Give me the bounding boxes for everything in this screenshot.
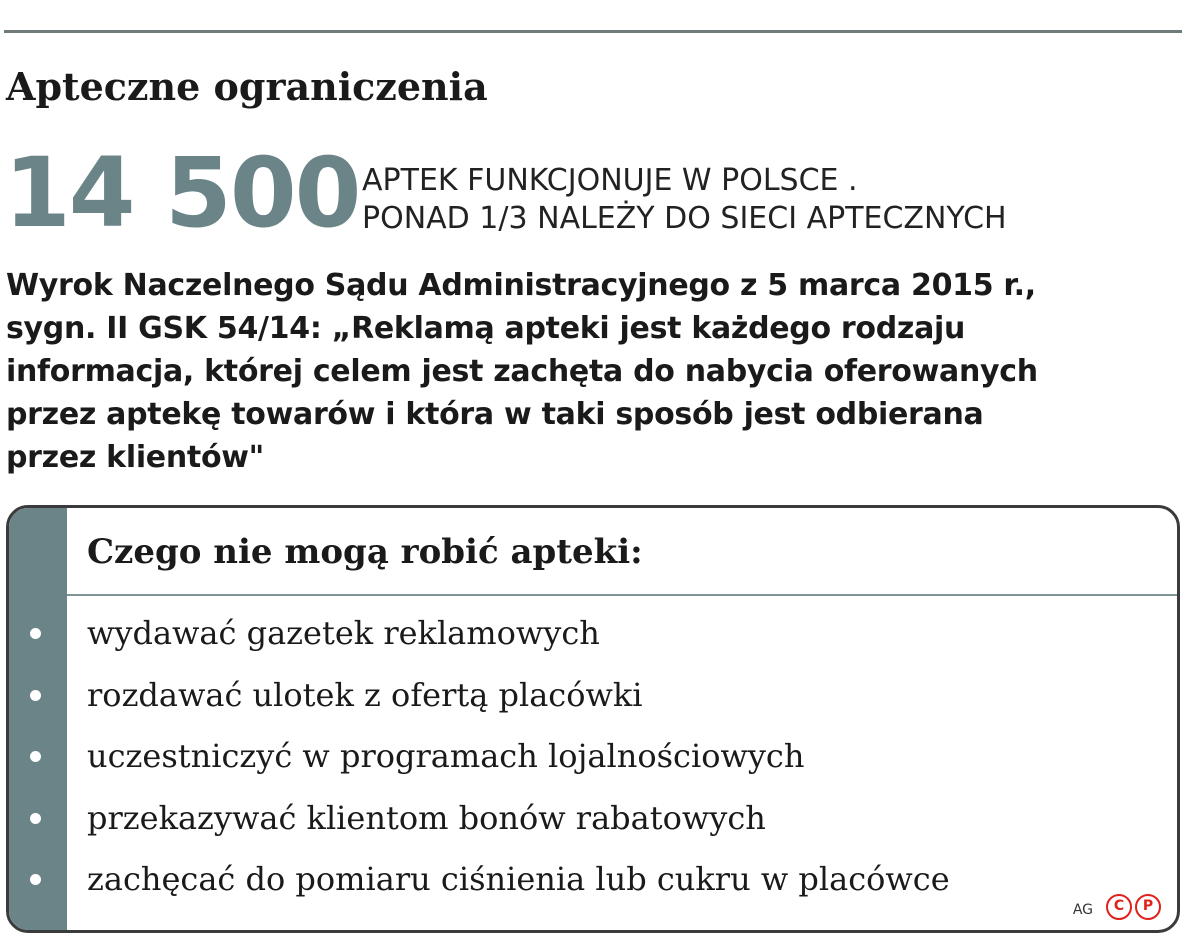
stat-caption-line: APTEK FUNKCJONUJE W POLSCE . (362, 163, 858, 198)
ruling-line: informacja, której celem jest zachęta do nabycia oferowanych (6, 354, 1038, 389)
ruling-line: Wyrok Naczelnego Sądu Administracyjnego z 5 marca 2015 r., (6, 268, 1036, 303)
bullet-icon (30, 813, 41, 824)
author-credit: AG (1072, 902, 1093, 918)
box-heading: Czego nie mogą robić apteki: (87, 532, 643, 572)
stat-number: 14 500 (4, 137, 360, 249)
list-item-text: przekazywać klientom bonów rabatowych (87, 798, 766, 837)
list-item (9, 849, 1177, 911)
stat-caption-line: PONAD 1/3 NALEŻY DO SIECI APTECZNYCH (362, 201, 1007, 236)
court-ruling-quote (6, 264, 1186, 479)
list-item (9, 665, 1177, 727)
bullet-icon (30, 628, 41, 639)
list-item (9, 603, 1177, 665)
ruling-line: sygn. II GSK 54/14: „Reklamą apteki jest każdego rodzaju (6, 311, 966, 346)
list-item-text: rozdawać ulotek z ofertą placówki (87, 675, 643, 714)
list-item-text: wydawać gazetek reklamowych (87, 614, 600, 652)
restrictions-box (6, 505, 1180, 933)
box-divider (67, 594, 1177, 596)
copyright-badges (1106, 894, 1161, 920)
bullet-icon (30, 874, 41, 885)
stat-caption (362, 162, 1007, 238)
ruling-line: przez klientów" (6, 440, 265, 475)
list-item-text: zachęcać do pomiaru ciśnienia lub cukru w placówce (87, 860, 950, 898)
top-divider (4, 30, 1182, 33)
copyright-icon: C (1106, 894, 1132, 920)
ruling-line: przez aptekę towarów i która w taki sposób jest odbierana (6, 397, 984, 432)
publisher-icon: P (1135, 894, 1161, 920)
list-item-text: uczestniczyć w programach lojalnościowych (87, 737, 805, 775)
list-item (9, 726, 1177, 788)
page-title: Apteczne ograniczenia (6, 64, 488, 109)
bullet-icon (30, 690, 41, 701)
bullet-icon (30, 751, 41, 762)
restrictions-list (9, 603, 1177, 911)
list-item (9, 788, 1177, 850)
